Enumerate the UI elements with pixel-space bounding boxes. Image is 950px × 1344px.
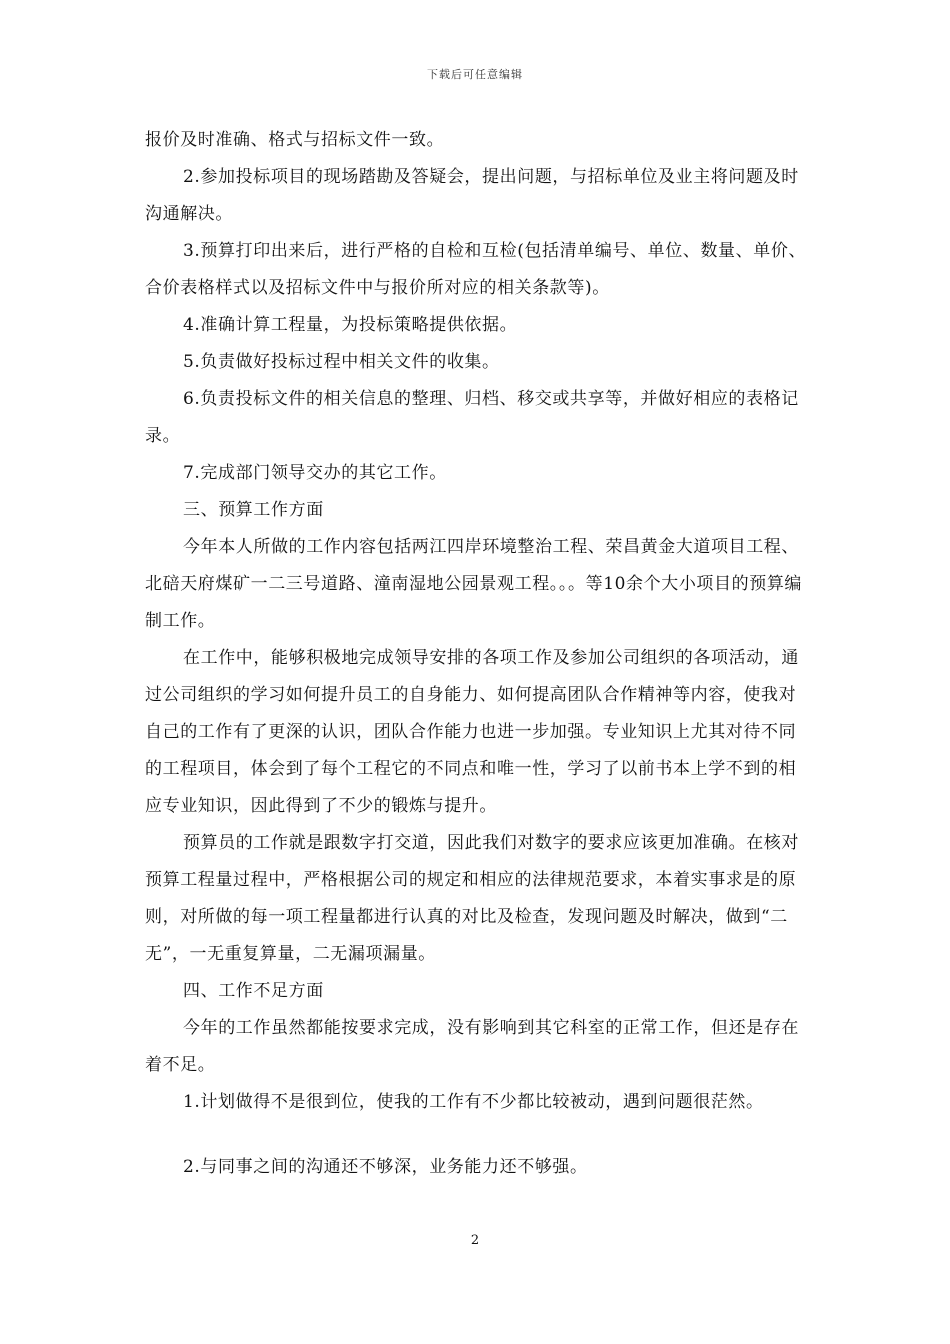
section-heading-budget-work: 三、预算工作方面 — [183, 500, 324, 520]
paragraph-item-5: 5.负责做好投标过程中相关文件的收集。 — [183, 352, 500, 372]
paragraph-item-7: 7.完成部门领导交办的其它工作。 — [183, 463, 447, 483]
page-header: 下载后可任意编辑 — [427, 68, 523, 81]
paragraph-quote-accuracy: 报价及时准确、格式与招标文件一致。 — [145, 130, 445, 150]
paragraph-projects: 今年本人所做的工作内容包括两江四岸环境整治工程、荣昌黄金大道项目工程、北碚天府煤矿一二三号道路、潼南湿地公园景观工程。。。等10余个大小项目的预算编制工作。 — [145, 537, 803, 631]
paragraph-shortcoming-2: 2.与同事之间的沟通还不够深，业务能力还不够强。 — [183, 1157, 588, 1177]
page-number: 2 — [470, 1233, 480, 1248]
paragraph-item-6: 6.负责投标文件的相关信息的整理、归档、移交或共享等，并做好相应的表格记录。 — [145, 389, 799, 446]
paragraph-item-3: 3.预算打印出来后，进行严格的自检和互检(包括清单编号、单位、数量、单价、合价表格样式以及招标文件中与报价所对应的相关条款等)。 — [145, 241, 807, 298]
section-heading-shortcomings: 四、工作不足方面 — [183, 981, 324, 1001]
paragraph-item-2: 2.参加投标项目的现场踏勘及答疑会，提出问题，与招标单位及业主将问题及时沟通解决。 — [145, 167, 799, 224]
paragraph-budget-accuracy: 预算员的工作就是跟数字打交道，因此我们对数字的要求应该更加准确。在核对预算工程量过程中，严格根据公司的规定和相应的法律规范要求，本着实事求是的原则，对所做的每一项工程量都进行认真的对比及检查，发现问题及时解决，做到“二无”，一无重复算量，二无漏项漏量。 — [145, 833, 799, 964]
paragraph-shortcomings-intro: 今年的工作虽然都能按要求完成，没有影响到其它科室的正常工作，但还是存在着不足。 — [145, 1018, 799, 1075]
paragraph-item-4: 4.准确计算工程量，为投标策略提供依据。 — [183, 315, 518, 335]
paragraph-work-activities: 在工作中，能够积极地完成领导安排的各项工作及参加公司组织的各项活动，通过公司组织的学习如何提升员工的自身能力、如何提高团队合作精神等内容，使我对自己的工作有了更深的认识，团队合作能力也进一步加强。专业知识上尤其对待不同的工程项目，体会到了每个工程它的不同点和唯一性，学习了以前书本上学不到的相应专业知识，因此得到了不少的锻炼与提升。 — [145, 648, 799, 816]
document-body — [145, 122, 810, 1186]
paragraph-shortcoming-1: 1.计划做得不是很到位，使我的工作有不少都比较被动，遇到问题很茫然。 — [183, 1092, 764, 1112]
